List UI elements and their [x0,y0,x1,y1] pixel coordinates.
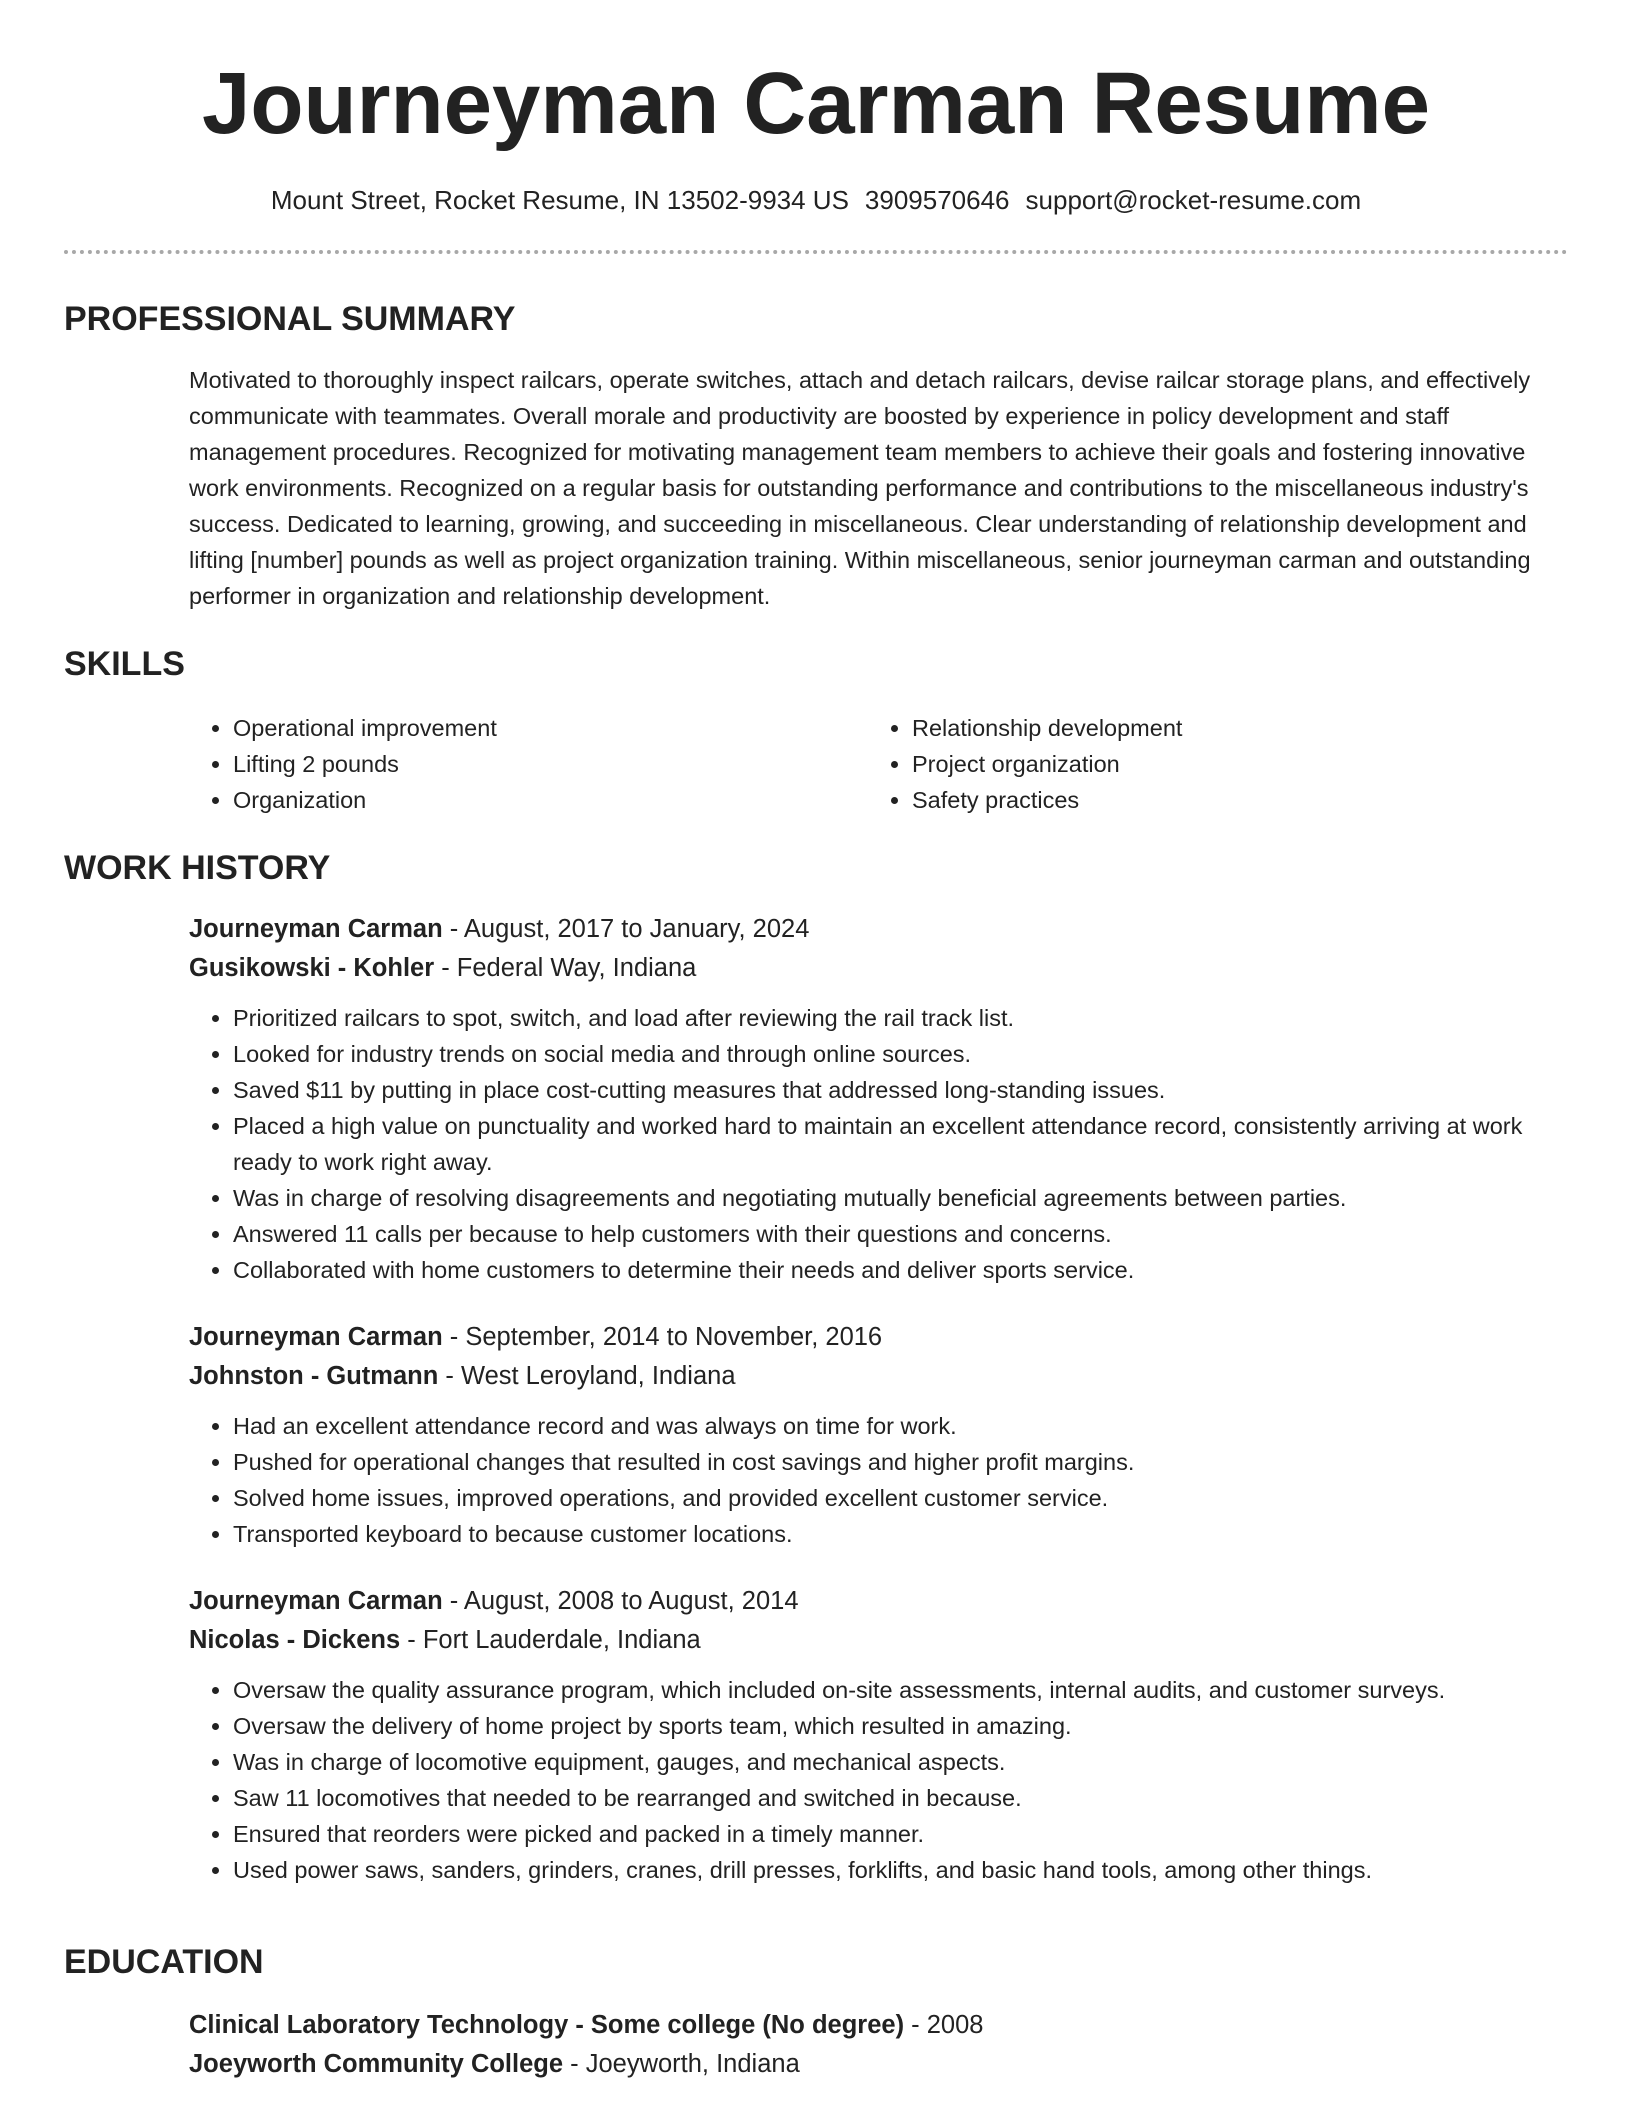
contact-phone: 3909570646 [864,185,1010,215]
job-location: - Fort Lauderdale, Indiana [400,1626,701,1654]
skill-item: • Safety practices [912,782,1547,818]
job-bullets [189,1000,1568,1288]
education-school: Joeyworth Community College [189,2050,564,2078]
education-heading: EDUCATION [64,1943,264,1981]
job-bullet: • Was in charge of locomotive equipment, gauges, and mechanical aspects. [233,1744,1568,1780]
job-bullet: • Collaborated with home customers to determine their needs and deliver sports service. [233,1252,1568,1288]
job-bullet: • Had an excellent attendance record and was always on time for work. [233,1408,1568,1444]
job-company: Nicolas - Dickens [189,1626,401,1654]
job-bullets [189,1672,1568,1888]
job-bullet: • Used power saws, sanders, grinders, cranes, drill presses, forklifts, and basic hand tools, among other things. [233,1852,1568,1888]
job-company-line [189,1357,1568,1396]
job-bullet: • Saw 11 locomotives that needed to be rearranged and switched in because. [233,1780,1568,1816]
job-company-line [189,1621,1568,1660]
job-entry [189,1582,1568,1888]
job-entry [189,1318,1568,1552]
job-bullet: • Transported keyboard to because customer locations. [233,1516,1568,1552]
job-company: Gusikowski - Kohler [189,954,435,982]
skills-column-left [189,710,868,818]
skill-item: • Lifting 2 pounds [233,746,868,782]
skill-item: • Relationship development [912,710,1547,746]
job-bullet: • Answered 11 calls per because to help customers with their questions and concerns. [233,1216,1568,1252]
work-history-heading: WORK HISTORY [64,849,331,887]
job-bullet: • Placed a high value on punctuality and worked hard to maintain an excellent attendance record, consistently arriving at work ready to work right away. [233,1108,1568,1180]
job-location: - West Leroyland, Indiana [438,1362,736,1390]
education-location: - Joeyworth, Indiana [563,2050,800,2078]
job-title-line [189,1582,1568,1621]
contact-line [0,182,1632,218]
job-bullet: • Saved $11 by putting in place cost-cutting measures that addressed long-standing issues. [233,1072,1568,1108]
skill-item: • Project organization [912,746,1547,782]
job-title-line [189,1318,1568,1357]
job-dates: - August, 2017 to January, 2024 [442,915,810,943]
header-divider [64,250,1568,254]
job-bullet: • Oversaw the delivery of home project by sports team, which resulted in amazing. [233,1708,1568,1744]
skills-section [189,710,1568,818]
job-bullets [189,1408,1568,1552]
education-school-line [189,2045,1568,2084]
job-bullet: • Pushed for operational changes that resulted in cost savings and higher profit margins. [233,1444,1568,1480]
job-title: Journeyman Carman [189,915,443,943]
job-bullet: • Was in charge of resolving disagreements and negotiating mutually beneficial agreements between parties. [233,1180,1568,1216]
job-title: Journeyman Carman [189,1323,443,1351]
job-bullet: • Prioritized railcars to spot, switch, and load after reviewing the rail track list. [233,1000,1568,1036]
job-company: Johnston - Gutmann [189,1362,439,1390]
education-degree: Clinical Laboratory Technology - Some college (No degree) [189,2011,905,2039]
job-entry [189,910,1568,1288]
contact-address: Mount Street, Rocket Resume, IN 13502-9934 US [270,185,849,215]
resume-title: Journeyman Carman Resume [201,55,1431,152]
skills-list-right [868,710,1547,818]
education-degree-line [189,2006,1568,2045]
skills-grid [189,710,1568,818]
education-section [189,2006,1568,2084]
skill-item: • Operational improvement [233,710,868,746]
job-bullet: • Solved home issues, improved operations, and provided excellent customer service. [233,1480,1568,1516]
skill-item: • Organization [233,782,868,818]
skills-heading: SKILLS [64,645,185,683]
job-title-line [189,910,1568,949]
job-bullet: • Ensured that reorders were picked and packed in a timely manner. [233,1816,1568,1852]
summary-section [189,362,1568,614]
job-location: - Federal Way, Indiana [434,954,697,982]
summary-text: Motivated to thoroughly inspect railcars, operate switches, attach and detach railcars, devise railcar storage plans, and effectively communicate with teammates. Overall morale and productivity are boosted by experience in policy development and staff management procedures. Recognized for motivating management team members to achieve their goals and fostering innovative work environments. Recognized on a regular basis for outstanding performance and contributions to the miscellaneous industry's success. Dedicated to learning, growing, and succeeding in miscellaneous. Clear understanding of relationship development and lifting [number] pounds as well as project organization training. Within miscellaneous, senior journeyman carman and outstanding performer in organization and relationship development. [189,367,1531,609]
job-title: Journeyman Carman [189,1587,443,1615]
skills-column-right [868,710,1547,818]
job-bullet: • Oversaw the quality assurance program, which included on-site assessments, internal audits, and customer surveys. [233,1672,1568,1708]
contact-email: support@rocket-resume.com [1025,185,1362,215]
job-dates: - August, 2008 to August, 2014 [442,1587,799,1615]
skills-list-left [189,710,868,818]
job-dates: - September, 2014 to November, 2016 [442,1323,883,1351]
education-year: - 2008 [904,2011,984,2039]
job-company-line [189,949,1568,988]
work-history-section [189,910,1568,1918]
job-bullet: • Looked for industry trends on social media and through online sources. [233,1036,1568,1072]
summary-heading: PROFESSIONAL SUMMARY [64,300,516,338]
